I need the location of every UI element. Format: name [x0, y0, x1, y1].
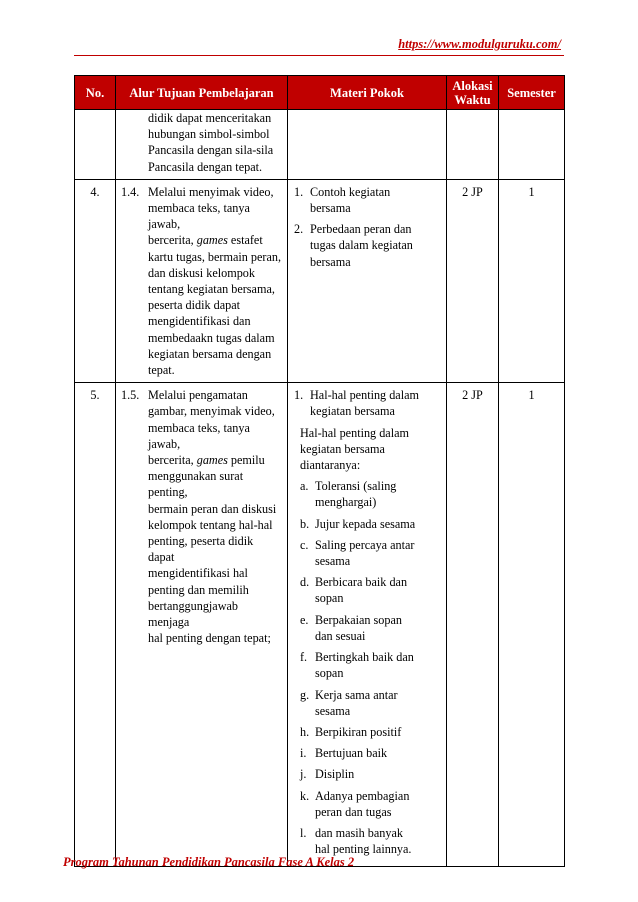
list-number: 1.	[294, 388, 304, 403]
text-line: membaca teks, tanya jawab,	[148, 201, 250, 232]
cell-semester: 1	[499, 179, 565, 382]
sub-list-item	[294, 745, 441, 761]
header-divider	[74, 55, 564, 56]
sub-list-text	[315, 825, 441, 857]
sub-list-letter: l.	[300, 825, 307, 840]
text-line: membedaakn tugas dalam	[148, 330, 275, 345]
text-italic: games	[196, 233, 228, 248]
sub-list-letter: i.	[300, 746, 307, 761]
footer-title: Program Tahunan Pendidikan Pancasila Fase A Kelas 2	[63, 855, 355, 869]
sub-list-text	[315, 745, 441, 761]
header-link[interactable]: https://www.modulguruku.com/	[398, 37, 561, 51]
text-line: gambar, menyimak video,	[148, 404, 275, 419]
text-line: dan diskusi kelompok	[148, 265, 255, 280]
text-line: Hal-hal penting dalam	[310, 388, 419, 403]
column-header-materi: Materi Pokok	[288, 76, 447, 110]
column-header-no: No.	[75, 76, 116, 110]
sub-list-text	[315, 788, 441, 820]
text-line: hal penting dengan tepat;	[148, 631, 271, 646]
text-line: Bertingkah baik dan	[315, 650, 414, 665]
text-line: Disiplin	[315, 767, 355, 782]
alokasi-line1: Alokasi	[452, 78, 493, 93]
sub-list-text	[315, 687, 441, 719]
sub-list-letter: a.	[300, 479, 309, 494]
text-line: bertanggungjawab menjaga	[148, 598, 239, 630]
sub-list-letter: j.	[300, 767, 307, 782]
list-text	[310, 184, 441, 216]
column-header-alur: Alur Tujuan Pembelajaran	[116, 76, 288, 110]
text-line: Contoh kegiatan	[310, 184, 391, 199]
alur-text	[148, 184, 282, 378]
text-line: bercerita,	[148, 453, 194, 468]
sub-list-item	[294, 612, 441, 644]
sub-list-letter: b.	[300, 516, 310, 531]
text-line: sopan	[315, 666, 344, 681]
alur-text	[148, 387, 282, 646]
cell-no: 5.	[75, 383, 116, 867]
list-number: 2.	[294, 222, 304, 237]
text-line: hal penting lainnya.	[315, 842, 412, 857]
sub-list-item	[294, 766, 441, 782]
alur-block	[121, 387, 282, 646]
text-line: bercerita,	[148, 233, 194, 248]
cell-semester: 1	[499, 383, 565, 867]
sub-list-text	[315, 574, 441, 606]
text-line: bersama	[310, 254, 351, 269]
text-line: menghargai)	[315, 495, 377, 510]
text-line: kartu tugas, bermain peran,	[148, 249, 281, 264]
text-line: bermain peran dan diskusi	[148, 501, 277, 516]
sub-list-text	[315, 478, 441, 510]
sub-list-letter: d.	[300, 575, 310, 590]
sub-list-letter: c.	[300, 537, 309, 552]
text-line: Pancasila dengan tepat.	[148, 159, 263, 174]
alokasi-line2: Waktu	[454, 92, 491, 107]
sub-list-item	[294, 788, 441, 820]
sub-list-letter: k.	[300, 788, 310, 803]
text-line: kegiatan bersama	[310, 404, 395, 419]
text-line: membaca teks, tanya jawab,	[148, 420, 250, 451]
text-line: sopan	[315, 591, 344, 606]
list-item	[294, 387, 441, 419]
text-line: diantaranya:	[300, 458, 361, 473]
cell-no	[75, 110, 116, 180]
text-line: peran dan tugas	[315, 804, 392, 819]
text-line: tentang kegiatan bersama,	[148, 282, 275, 297]
sub-list-item	[294, 574, 441, 606]
text-line: Toleransi (saling	[315, 479, 397, 494]
alur-block	[121, 184, 282, 378]
table-header-row	[75, 76, 565, 110]
text-line: pemilu	[230, 453, 265, 468]
sub-list-text	[315, 537, 441, 569]
list-text	[310, 387, 441, 419]
column-header-alokasi	[447, 76, 499, 110]
text-line: kelompok tentang hal-hal	[148, 517, 273, 532]
text-line: bersama	[310, 201, 351, 216]
table-row	[75, 383, 565, 867]
text-line: Kerja sama antar	[315, 687, 398, 702]
cell-alokasi: 2 JP	[447, 179, 499, 382]
sub-list-text	[315, 612, 441, 644]
alur-continued-text	[121, 110, 282, 175]
sub-list-letter: e.	[300, 612, 309, 627]
text-line: kegiatan bersama	[300, 441, 385, 456]
sub-list-item	[294, 649, 441, 681]
table-row	[75, 179, 565, 382]
table-row	[75, 110, 565, 180]
text-line: Berbicara baik dan	[315, 575, 408, 590]
text-line: sesama	[315, 703, 351, 718]
text-line: didik dapat menceritakan	[148, 111, 272, 125]
text-line: Melalui pengamatan	[148, 388, 248, 403]
text-line: mengidentifikasi hal	[148, 566, 248, 581]
list-item	[294, 184, 441, 216]
text-line: Perbedaan peran dan	[310, 222, 412, 237]
text-line: Adanya pembagian	[315, 788, 410, 803]
cell-materi	[288, 383, 447, 867]
sub-list-text	[315, 516, 441, 532]
cell-alur	[116, 179, 288, 382]
sub-list-item	[294, 478, 441, 510]
text-line: estafet	[230, 233, 263, 248]
text-line: penting dan memilih	[148, 582, 249, 597]
cell-semester	[499, 110, 565, 180]
sub-list-text	[315, 766, 441, 782]
sub-list-letter: f.	[300, 650, 308, 665]
alur-number: 1.5.	[121, 388, 140, 403]
text-line: Hal-hal penting dalam	[300, 425, 409, 440]
text-line: dan sesuai	[315, 628, 366, 643]
sub-list	[294, 478, 441, 857]
text-line: penting, peserta didik dapat	[148, 534, 254, 565]
cell-alur	[116, 110, 288, 180]
sub-list-item	[294, 516, 441, 532]
sub-list-letter: h.	[300, 724, 310, 739]
cell-no: 4.	[75, 179, 116, 382]
sub-list-item	[294, 687, 441, 719]
list-text	[310, 221, 441, 270]
text-line: tepat.	[148, 363, 175, 378]
text-line: Pancasila dengan sila-sila	[148, 143, 274, 158]
text-line: kegiatan bersama dengan	[148, 346, 272, 361]
text-line: hubungan simbol-simbol	[148, 127, 270, 142]
text-line: sesama	[315, 554, 351, 569]
text-line: Bertujuan baik	[315, 746, 388, 761]
cell-alokasi: 2 JP	[447, 383, 499, 867]
cell-materi	[288, 179, 447, 382]
text-line: Saling percaya antar	[315, 537, 415, 552]
sub-list-text	[315, 649, 441, 681]
cell-materi	[288, 110, 447, 180]
text-line: menggunakan surat penting,	[148, 469, 244, 500]
alur-number: 1.4.	[121, 184, 140, 199]
text-italic: games	[196, 453, 228, 468]
text-line: Berpikiran positif	[315, 724, 402, 739]
sub-list-letter: g.	[300, 687, 310, 702]
sub-list-item	[294, 825, 441, 857]
text-line: Jujur kepada sesama	[315, 516, 416, 531]
column-header-semester: Semester	[499, 76, 565, 110]
program-table	[74, 75, 565, 867]
text-line: Melalui menyimak video,	[148, 184, 274, 199]
text-line: dan masih banyak	[315, 825, 403, 840]
sub-list-item	[294, 724, 441, 740]
cell-alur	[116, 383, 288, 867]
materi-paragraph	[294, 425, 441, 474]
sub-list-text	[315, 724, 441, 740]
list-number: 1.	[294, 184, 304, 199]
list-item	[294, 221, 441, 270]
text-line: tugas dalam kegiatan	[310, 238, 413, 253]
sub-list-item	[294, 537, 441, 569]
text-line: peserta didik dapat	[148, 298, 241, 313]
text-line: Berpakaian sopan	[315, 612, 402, 627]
cell-alokasi	[447, 110, 499, 180]
text-line: mengidentifikasi dan	[148, 314, 251, 329]
